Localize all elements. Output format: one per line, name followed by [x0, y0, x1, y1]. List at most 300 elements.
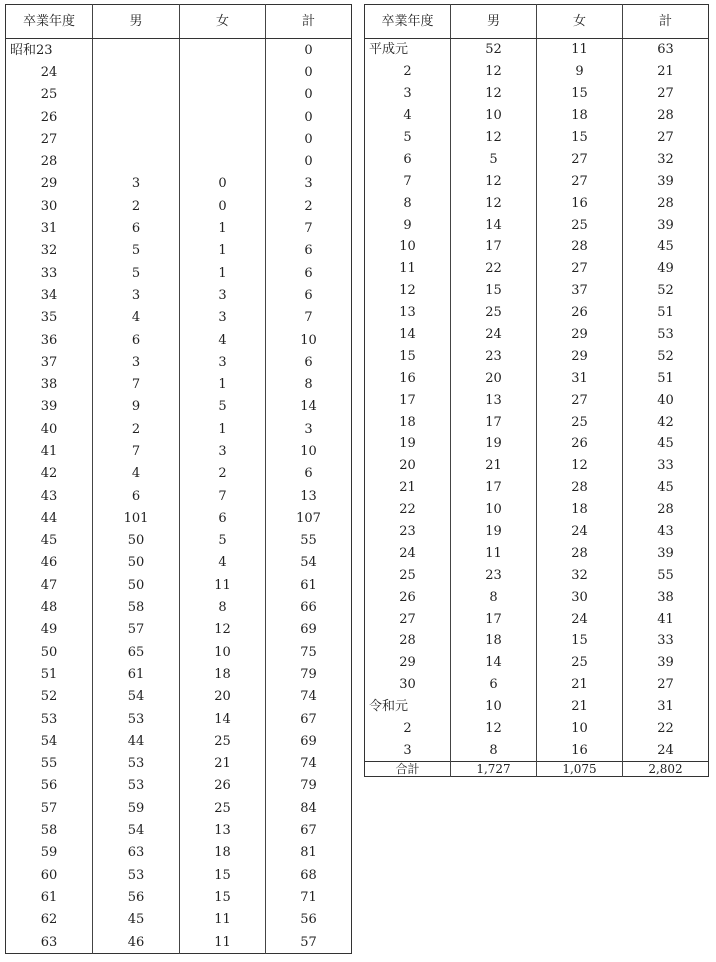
- male-cell: 58: [93, 596, 180, 618]
- female-cell: [180, 84, 266, 106]
- total-cell: 67: [266, 708, 352, 730]
- male-cell: 65: [93, 641, 180, 663]
- male-cell: 17: [451, 411, 537, 433]
- table-row: [365, 740, 709, 762]
- total-cell: 39: [623, 170, 709, 192]
- year-cell: 30: [40, 198, 58, 214]
- header-female: 女: [537, 5, 623, 39]
- total-cell: 84: [266, 797, 352, 819]
- year-cell: 24: [399, 545, 416, 561]
- total-cell: 69: [266, 619, 352, 641]
- male-cell: 44: [93, 730, 180, 752]
- table-row: [365, 39, 709, 61]
- female-cell: 18: [537, 499, 623, 521]
- year-cell: 24: [40, 64, 58, 80]
- total-cell: 55: [266, 530, 352, 552]
- male-cell: 14: [451, 652, 537, 674]
- table-row: [365, 477, 709, 499]
- year-cell: 42: [40, 466, 58, 482]
- female-cell: 30: [537, 586, 623, 608]
- male-cell: 54: [93, 819, 180, 841]
- female-cell: 7: [180, 485, 266, 507]
- year-cell: 56: [40, 778, 58, 794]
- female-cell: 25: [180, 797, 266, 819]
- table-row: [6, 864, 352, 886]
- table-row: [6, 195, 352, 217]
- female-cell: 1: [180, 240, 266, 262]
- year-cell: 58: [40, 823, 58, 839]
- male-cell: 59: [93, 797, 180, 819]
- female-cell: 25: [180, 730, 266, 752]
- table-row: [365, 214, 709, 236]
- year-cell: 46: [40, 555, 58, 571]
- total-cell: 6: [266, 240, 352, 262]
- total-cell: 27: [623, 127, 709, 149]
- table-row: [6, 84, 352, 106]
- total-cell: 52: [623, 280, 709, 302]
- year-cell: 29: [399, 655, 416, 671]
- total-cell: 8: [266, 373, 352, 395]
- year-cell: 31: [40, 221, 58, 237]
- male-cell: 61: [93, 663, 180, 685]
- year-cell: 28: [399, 633, 416, 649]
- year-cell: 15: [399, 348, 416, 364]
- table-row: [6, 39, 352, 62]
- total-cell: 45: [623, 433, 709, 455]
- year-cell: 36: [40, 332, 58, 348]
- year-cell: 40: [40, 421, 58, 437]
- table-row: [365, 61, 709, 83]
- male-cell: [93, 106, 180, 128]
- total-cell: 7: [266, 307, 352, 329]
- table-row: [6, 307, 352, 329]
- grand-total-row: [365, 762, 709, 777]
- female-cell: 9: [537, 61, 623, 83]
- female-cell: 10: [537, 718, 623, 740]
- total-cell: 27: [623, 83, 709, 105]
- male-cell: 12: [451, 192, 537, 214]
- total-cell: 45: [623, 236, 709, 258]
- male-cell: 4: [93, 307, 180, 329]
- male-cell: 9: [93, 396, 180, 418]
- year-cell: 7: [403, 173, 412, 189]
- male-cell: 6: [451, 674, 537, 696]
- male-cell: 5: [93, 240, 180, 262]
- table-row: [6, 663, 352, 685]
- total-cell: 107: [266, 507, 352, 529]
- header-female: 女: [180, 5, 266, 39]
- male-cell: 45: [93, 909, 180, 931]
- header-row: [365, 5, 709, 39]
- year-cell: 2: [403, 721, 412, 737]
- total-cell: 0: [266, 61, 352, 83]
- table-row: [365, 411, 709, 433]
- year-cell: 47: [40, 577, 58, 593]
- table-row: [365, 542, 709, 564]
- total-cell: 51: [623, 367, 709, 389]
- male-cell: 53: [93, 775, 180, 797]
- female-cell: 26: [180, 775, 266, 797]
- male-cell: 5: [93, 262, 180, 284]
- male-cell: 52: [451, 39, 537, 61]
- year-cell: 60: [40, 867, 58, 883]
- total-cell: 3: [266, 173, 352, 195]
- year-cell: 43: [40, 488, 58, 504]
- total-cell: 79: [266, 663, 352, 685]
- year-cell: 33: [40, 265, 58, 281]
- year-cell: 38: [40, 377, 58, 393]
- year-cell: 53: [40, 711, 58, 727]
- header-row: [6, 5, 352, 39]
- female-cell: 0: [180, 195, 266, 217]
- female-cell: 37: [537, 280, 623, 302]
- table-row: [6, 485, 352, 507]
- male-cell: 13: [451, 389, 537, 411]
- male-cell: 63: [93, 842, 180, 864]
- table-row: [365, 367, 709, 389]
- female-cell: 25: [537, 214, 623, 236]
- female-cell: 31: [537, 367, 623, 389]
- year-cell: 4: [403, 108, 412, 124]
- year-cell: 49: [40, 622, 58, 638]
- female-cell: [180, 128, 266, 150]
- header-total: 計: [266, 5, 352, 39]
- female-cell: 18: [180, 842, 266, 864]
- year-cell: 5: [403, 130, 412, 145]
- female-cell: 5: [180, 396, 266, 418]
- table-row: [6, 842, 352, 864]
- male-cell: 101: [93, 507, 180, 529]
- total-cell: 41: [623, 608, 709, 630]
- total-cell: 75: [266, 641, 352, 663]
- table-row: [6, 574, 352, 596]
- year-cell: 2: [403, 64, 412, 80]
- total-cell: 66: [266, 596, 352, 618]
- year-cell: 63: [40, 934, 58, 950]
- female-cell: 1: [180, 373, 266, 395]
- year-cell: 令和元: [369, 699, 409, 715]
- table-row: [6, 819, 352, 841]
- table-row: [6, 128, 352, 150]
- table-row: [6, 329, 352, 351]
- year-cell: 22: [399, 502, 416, 518]
- male-cell: 7: [93, 373, 180, 395]
- year-cell: 35: [40, 310, 58, 326]
- table-row: [6, 150, 352, 172]
- total-cell: 39: [623, 542, 709, 564]
- female-cell: 4: [180, 552, 266, 574]
- male-cell: 53: [93, 708, 180, 730]
- year-cell: 25: [399, 567, 416, 583]
- table-row: [6, 173, 352, 195]
- table-row: [6, 507, 352, 529]
- table-row: [6, 396, 352, 418]
- female-cell: 1: [180, 262, 266, 284]
- female-cell: 28: [537, 477, 623, 499]
- total-cell: 42: [623, 411, 709, 433]
- table-row: [365, 608, 709, 630]
- year-cell: 26: [40, 109, 58, 125]
- year-cell: 30: [399, 677, 416, 693]
- male-cell: 12: [451, 718, 537, 740]
- female-cell: 26: [537, 302, 623, 324]
- male-cell: 6: [93, 329, 180, 351]
- female-cell: 16: [537, 192, 623, 214]
- male-cell: 6: [93, 485, 180, 507]
- male-cell: 53: [93, 753, 180, 775]
- table-row: [6, 596, 352, 618]
- female-cell: 15: [537, 630, 623, 652]
- year-cell: 28: [40, 154, 58, 170]
- year-cell: 62: [40, 912, 58, 928]
- male-cell: [93, 128, 180, 150]
- total-cell: 0: [266, 128, 352, 150]
- total-cell: 40: [623, 389, 709, 411]
- total-cell: 52: [623, 345, 709, 367]
- year-cell: 11: [399, 261, 416, 277]
- male-cell: 14: [451, 214, 537, 236]
- female-cell: 1: [180, 418, 266, 440]
- table-row: [365, 499, 709, 521]
- male-cell: 50: [93, 530, 180, 552]
- table-row: [6, 730, 352, 752]
- female-cell: 18: [537, 105, 623, 127]
- female-cell: 26: [537, 433, 623, 455]
- male-cell: 23: [451, 564, 537, 586]
- total-cell: 28: [623, 192, 709, 214]
- female-cell: 11: [537, 39, 623, 61]
- year-cell: 27: [40, 131, 58, 147]
- year-cell: 48: [40, 600, 58, 616]
- female-cell: 27: [537, 389, 623, 411]
- male-cell: 12: [451, 83, 537, 105]
- year-cell: 26: [399, 589, 416, 605]
- total-cell: 6: [266, 463, 352, 485]
- total-cell: 45: [623, 477, 709, 499]
- total-cell: 56: [266, 909, 352, 931]
- total-cell: 79: [266, 775, 352, 797]
- year-cell: 39: [40, 399, 58, 415]
- female-cell: 10: [180, 641, 266, 663]
- male-cell: 19: [451, 521, 537, 543]
- year-cell: 21: [399, 480, 416, 496]
- total-cell: 63: [623, 39, 709, 61]
- year-cell: 51: [40, 666, 58, 682]
- table-row: [365, 170, 709, 192]
- header-male: 男: [93, 5, 180, 39]
- table-row: [6, 418, 352, 440]
- male-cell: 50: [93, 574, 180, 596]
- female-cell: 0: [180, 173, 266, 195]
- male-cell: 4: [93, 463, 180, 485]
- table-row: [6, 217, 352, 239]
- table-row: [365, 674, 709, 696]
- male-cell: 56: [93, 886, 180, 908]
- year-cell: 34: [40, 287, 58, 303]
- male-cell: 21: [451, 455, 537, 477]
- table-row: [365, 280, 709, 302]
- year-cell: 57: [40, 800, 58, 816]
- total-cell: 0: [266, 106, 352, 128]
- table-row: [365, 455, 709, 477]
- year-cell: 37: [40, 354, 58, 370]
- total-cell: 74: [266, 686, 352, 708]
- female-cell: 28: [537, 236, 623, 258]
- total-cell: 6: [266, 284, 352, 306]
- female-cell: 5: [180, 530, 266, 552]
- female-cell: 4: [180, 329, 266, 351]
- table-row: [6, 641, 352, 663]
- male-cell: 12: [451, 170, 537, 192]
- female-cell: 11: [180, 931, 266, 954]
- male-cell: 10: [451, 696, 537, 718]
- male-cell: 12: [451, 127, 537, 149]
- female-cell: 12: [180, 619, 266, 641]
- table-row: [6, 931, 352, 954]
- female-cell: 15: [537, 83, 623, 105]
- male-cell: 12: [451, 61, 537, 83]
- male-cell: 57: [93, 619, 180, 641]
- female-cell: 24: [537, 608, 623, 630]
- male-cell: 17: [451, 477, 537, 499]
- total-cell: 6: [266, 262, 352, 284]
- male-cell: [93, 84, 180, 106]
- male-cell: 17: [451, 608, 537, 630]
- year-cell: 17: [399, 392, 416, 408]
- female-cell: [180, 150, 266, 172]
- table-row: [365, 433, 709, 455]
- graduates-table-right: [364, 4, 709, 777]
- female-cell: 15: [537, 127, 623, 149]
- table-row: [365, 258, 709, 280]
- year-cell: 20: [399, 458, 416, 474]
- total-cell: 27: [623, 674, 709, 696]
- female-cell: 28: [537, 542, 623, 564]
- total-cell: 33: [623, 630, 709, 652]
- female-cell: 29: [537, 324, 623, 346]
- year-cell: 44: [40, 510, 58, 526]
- table-row: [365, 718, 709, 740]
- year-cell: 41: [40, 443, 58, 459]
- table-row: [365, 586, 709, 608]
- total-cell: 10: [266, 440, 352, 462]
- female-cell: 1: [180, 217, 266, 239]
- female-cell: 25: [537, 652, 623, 674]
- table-row: [365, 564, 709, 586]
- male-cell: 19: [451, 433, 537, 455]
- male-cell: 5: [451, 148, 537, 170]
- table-row: [6, 886, 352, 908]
- total-cell: 39: [623, 214, 709, 236]
- total-cell: 38: [623, 586, 709, 608]
- total-cell: 68: [266, 864, 352, 886]
- table-row: [6, 686, 352, 708]
- total-cell: 55: [623, 564, 709, 586]
- total-cell: 51: [623, 302, 709, 324]
- year-cell: 12: [399, 283, 416, 299]
- female-cell: 29: [537, 345, 623, 367]
- female-cell: 12: [537, 455, 623, 477]
- female-cell: 27: [537, 148, 623, 170]
- total-cell: 21: [623, 61, 709, 83]
- female-cell: 21: [537, 696, 623, 718]
- table-row: [6, 797, 352, 819]
- female-cell: 11: [180, 909, 266, 931]
- grand-total-label: 合計: [365, 762, 451, 777]
- total-cell: 0: [266, 39, 352, 62]
- female-cell: 3: [180, 307, 266, 329]
- male-cell: 3: [93, 173, 180, 195]
- male-cell: 23: [451, 345, 537, 367]
- total-cell: 43: [623, 521, 709, 543]
- total-cell: 74: [266, 753, 352, 775]
- total-cell: 54: [266, 552, 352, 574]
- header-year: 卒業年度: [365, 5, 451, 39]
- male-cell: 2: [93, 195, 180, 217]
- female-cell: 20: [180, 686, 266, 708]
- table-row: [365, 192, 709, 214]
- total-cell: 67: [266, 819, 352, 841]
- female-cell: 3: [180, 440, 266, 462]
- male-cell: 25: [451, 302, 537, 324]
- table-row: [6, 373, 352, 395]
- table-row: [6, 909, 352, 931]
- graduates-table-left: [5, 4, 352, 954]
- year-cell: 10: [399, 239, 416, 255]
- female-cell: 24: [537, 521, 623, 543]
- year-cell: 19: [399, 436, 416, 452]
- total-cell: 71: [266, 886, 352, 908]
- female-cell: 16: [537, 740, 623, 762]
- table-row: [365, 696, 709, 718]
- table-row: [365, 302, 709, 324]
- female-cell: 2: [180, 463, 266, 485]
- female-cell: 21: [537, 674, 623, 696]
- female-cell: 3: [180, 284, 266, 306]
- year-cell: 8: [403, 195, 412, 211]
- female-cell: 21: [180, 753, 266, 775]
- table-row: [365, 83, 709, 105]
- male-cell: 3: [93, 351, 180, 373]
- total-cell: 39: [623, 652, 709, 674]
- female-cell: [180, 61, 266, 83]
- year-cell: 25: [40, 87, 58, 103]
- female-cell: 27: [537, 170, 623, 192]
- year-cell: 16: [399, 370, 416, 386]
- grand-total-total: 2,802: [623, 762, 709, 777]
- female-cell: 11: [180, 574, 266, 596]
- table-row: [6, 775, 352, 797]
- male-cell: 8: [451, 586, 537, 608]
- table-row: [6, 440, 352, 462]
- year-cell: 13: [399, 305, 416, 321]
- total-cell: 2: [266, 195, 352, 217]
- table-row: [365, 389, 709, 411]
- male-cell: 11: [451, 542, 537, 564]
- year-cell: 23: [399, 524, 416, 540]
- total-cell: 22: [623, 718, 709, 740]
- table-row: [6, 351, 352, 373]
- year-cell: 29: [40, 176, 58, 192]
- year-cell: 9: [403, 217, 412, 233]
- year-cell: 50: [40, 644, 58, 660]
- table-row: [365, 345, 709, 367]
- total-cell: 24: [623, 740, 709, 762]
- year-cell: 54: [40, 733, 58, 749]
- female-cell: 27: [537, 258, 623, 280]
- table-row: [6, 619, 352, 641]
- male-cell: 2: [93, 418, 180, 440]
